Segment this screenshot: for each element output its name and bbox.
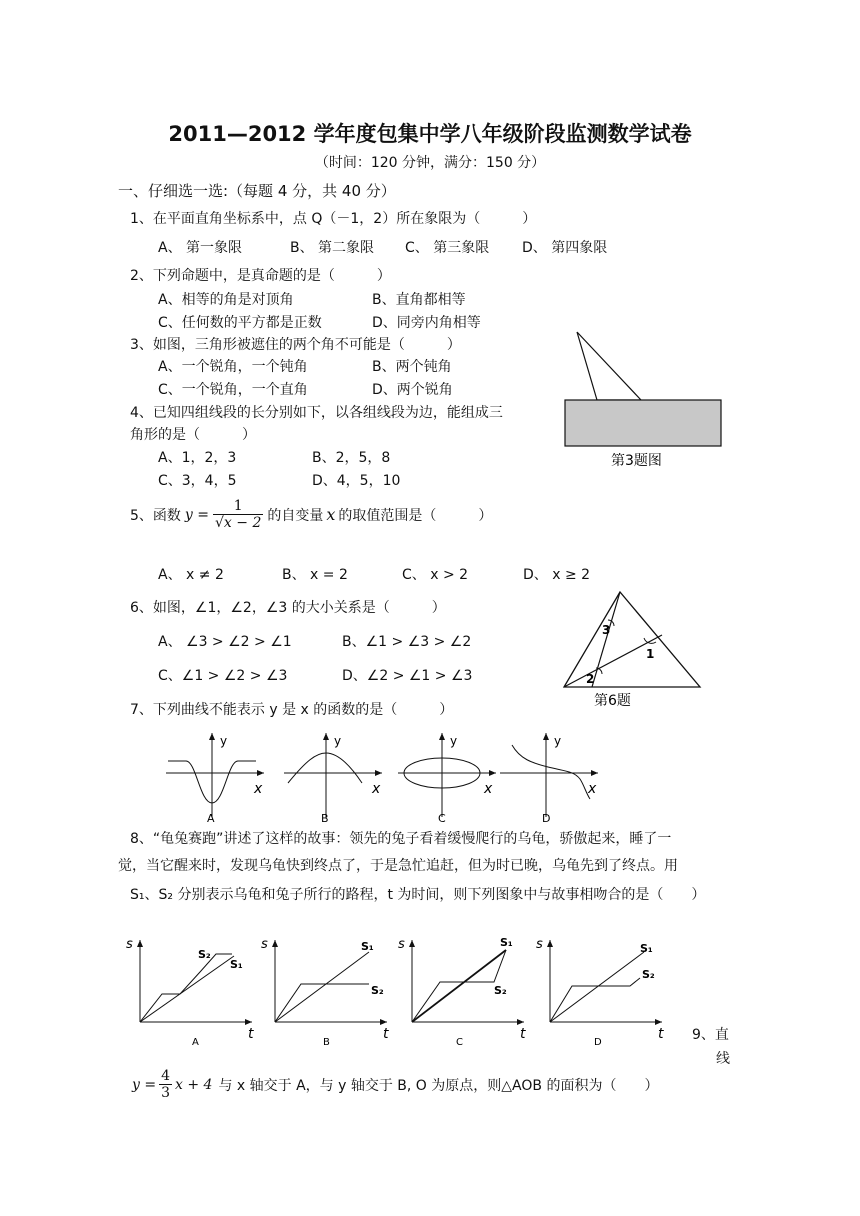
q8-line2: 觉，当它醒来时，发现乌龟快到终点了，于是急忙追赶，但为时已晚，乌龟先到了终点。用 [118, 858, 678, 874]
q6-caption: 第6题 [594, 693, 631, 709]
t-axis-label: t [248, 1026, 254, 1042]
s-axis-arrow-icon [409, 940, 415, 947]
series-label: S₁ [230, 958, 243, 971]
q4-stem-line1: 4、已知四组线段的长分别如下，以各组线段为边，能组成三 [130, 405, 503, 421]
q9-func-tail: x + 4 [175, 1076, 213, 1093]
series-label: S₂ [642, 968, 655, 981]
q1-option-d: D、 第四象限 [522, 240, 608, 256]
q3-option-c: C、一个锐角，一个直角 [158, 382, 308, 398]
q3-stem: 3、如图，三角形被遮住的两个角不可能是（ ） [130, 337, 461, 353]
page-title: 2011—2012 学年度包集中学八年级阶段监测数学试卷 [168, 122, 692, 146]
t-axis-label: t [383, 1026, 389, 1042]
q5-option-c: C、 x > 2 [402, 567, 469, 583]
series-label: S₂ [198, 948, 211, 961]
graph-label: D [594, 1037, 602, 1048]
q5-numerator: 1 [213, 498, 263, 515]
q8-line1: 8、“龟兔赛跑”讲述了这样的故事：领先的兔子看着缓慢爬行的乌龟，骄傲起来，睡了一 [130, 831, 672, 847]
series-label: S₁ [640, 942, 653, 955]
x-axis-label: x [254, 781, 263, 797]
y-axis-label: y [450, 734, 458, 748]
q9-fraction [159, 1068, 172, 1101]
graph-label: B [323, 1037, 330, 1048]
q5-suffix: 的自变量 [267, 507, 324, 524]
q8-graph-b [261, 937, 389, 1048]
s-axis-arrow-icon [137, 940, 143, 947]
y-axis-label: y [220, 734, 228, 748]
q7-stem: 7、下列曲线不能表示 y 是 x 的函数的是（ ） [130, 702, 454, 718]
s-axis-label: s [398, 937, 405, 952]
q9-numerator: 4 [161, 1068, 171, 1084]
q8-graph-c [398, 936, 526, 1048]
q2-option-c: C、任何数的平方都是正数 [158, 315, 322, 331]
q1-option-b: B、 第二象限 [290, 240, 375, 256]
q3-option-a: A、一个锐角，一个钝角 [158, 359, 308, 375]
q6-angle-label: 1 [646, 647, 655, 661]
q5-suffix2: 的取值范围是（ ） [338, 507, 493, 524]
q3-option-d: D、两个锐角 [372, 382, 453, 398]
q6-stem: 6、如图，∠1，∠2，∠3 的大小关系是（ ） [130, 600, 446, 616]
t-axis-arrow-icon [517, 1019, 524, 1025]
q4-option-b: B、2，5，8 [312, 450, 391, 466]
q5-stem [130, 498, 492, 531]
series-label: S₁ [500, 936, 513, 949]
q6-option-d: D、∠2 > ∠1 > ∠3 [342, 668, 473, 684]
s-axis-arrow-icon [547, 940, 553, 947]
q2-option-a: A、相等的角是对顶角 [158, 292, 294, 308]
q8-graph-d [536, 937, 664, 1048]
t-axis-label: t [520, 1026, 526, 1042]
graph-label: D [542, 812, 551, 825]
q9-line2: 线 [716, 1051, 730, 1067]
graph-label: C [456, 1037, 463, 1048]
q2-option-b: B、直角都相等 [372, 292, 466, 308]
q3-caption: 第3题图 [611, 453, 662, 469]
q1-option-a: A、 第一象限 [158, 240, 243, 256]
q2-stem: 2、下列命题中，是真命题的是（ ） [130, 268, 391, 284]
q9-denominator: 3 [161, 1085, 171, 1101]
section-heading: 一、仔细选一选:（每题 4 分，共 40 分） [118, 182, 396, 200]
x-axis-arrow-icon [591, 770, 598, 776]
y-axis-label: y [334, 734, 342, 748]
graph-label: A [192, 1037, 199, 1048]
q9-func-lhs: y = [132, 1076, 157, 1093]
q5-fraction [213, 498, 263, 531]
q3-option-b: B、两个钝角 [372, 359, 452, 375]
q7-graphs [160, 725, 610, 825]
q5-var: x [326, 505, 336, 524]
x-axis-label: x [372, 781, 381, 797]
y-axis-label: y [554, 734, 562, 748]
series-s1 [275, 952, 369, 1022]
page-subtitle: （时间：120 分钟，满分：150 分） [314, 155, 546, 171]
q3-cover-rectangle [565, 400, 721, 446]
series-s1 [412, 950, 506, 1022]
q3-figure [555, 328, 735, 473]
y-axis-arrow-icon [543, 733, 549, 740]
curve [288, 753, 362, 783]
q5-option-d: D、 x ≥ 2 [523, 567, 591, 583]
q3-triangle [577, 332, 641, 400]
q6-angle-label: 3 [602, 623, 611, 637]
q5-func-lhs: y = [184, 506, 210, 523]
x-axis-arrow-icon [375, 770, 382, 776]
t-axis-arrow-icon [380, 1019, 387, 1025]
series-s2 [550, 978, 640, 1022]
series-s1 [140, 956, 234, 1022]
graph-label: A [207, 812, 215, 825]
q7-graph-a [166, 733, 264, 825]
curve [512, 745, 590, 799]
s-axis-label: s [126, 937, 133, 952]
q8-graphs [122, 932, 682, 1050]
x-axis-arrow-icon [257, 770, 264, 776]
q6-option-c: C、∠1 > ∠2 > ∠3 [158, 668, 288, 684]
q4-option-a: A、1，2，3 [158, 450, 237, 466]
y-axis-arrow-icon [439, 733, 445, 740]
q6-option-a: A、 ∠3 > ∠2 > ∠1 [158, 634, 292, 650]
x-axis-label: x [588, 781, 597, 797]
series-s2 [275, 984, 369, 1022]
q7-graph-c [398, 733, 496, 825]
t-axis-label: t [658, 1026, 664, 1042]
series-label: S₂ [371, 984, 384, 997]
q5-option-a: A、 x ≠ 2 [158, 567, 224, 583]
q4-stem-line2: 角形的是（ ） [130, 427, 256, 443]
q5-prefix: 5、函数 [130, 507, 181, 524]
series-s1 [550, 952, 644, 1022]
s-axis-arrow-icon [272, 940, 278, 947]
q6-cevian [592, 592, 620, 687]
q7-graph-b [284, 733, 382, 825]
series-label: S₂ [494, 984, 507, 997]
q8-graph-a [126, 937, 254, 1048]
q5-denominator: √x − 2 [215, 515, 262, 531]
q6-figure [558, 590, 708, 712]
t-axis-arrow-icon [655, 1019, 662, 1025]
x-axis-label: x [484, 781, 493, 797]
s-axis-label: s [536, 937, 543, 952]
q6-option-b: B、∠1 > ∠3 > ∠2 [342, 634, 472, 650]
q9-text: 与 x 轴交于 A，与 y 轴交于 B, O 为原点，则△AOB 的面积为（ ） [218, 1077, 659, 1094]
q8-line3: S₁、S₂ 分别表示乌龟和兔子所行的路程，t 为时间，则下列图象中与故事相吻合的是（ ） [130, 887, 706, 903]
s-axis-label: s [261, 937, 268, 952]
q2-option-d: D、同旁内角相等 [372, 315, 481, 331]
q5-option-b: B、 x = 2 [282, 567, 348, 583]
q1-option-c: C、 第三象限 [405, 240, 490, 256]
q6-angle-label: 2 [586, 672, 595, 686]
q9-number: 9、直 [692, 1027, 729, 1043]
x-axis-arrow-icon [489, 770, 496, 776]
q6-triangle [564, 592, 700, 687]
y-axis-arrow-icon [209, 733, 215, 740]
q1-stem: 1、在平面直角坐标系中，点 Q（－1，2）所在象限为（ ） [130, 211, 537, 227]
q7-graph-d [500, 733, 598, 825]
graph-label: B [321, 812, 329, 825]
q4-option-d: D、4，5，10 [312, 473, 401, 489]
q9-stem [132, 1068, 658, 1101]
series-label: S₁ [361, 940, 374, 953]
t-axis-arrow-icon [245, 1019, 252, 1025]
y-axis-arrow-icon [323, 733, 329, 740]
graph-label: C [438, 812, 446, 825]
q4-option-c: C、3，4，5 [158, 473, 237, 489]
